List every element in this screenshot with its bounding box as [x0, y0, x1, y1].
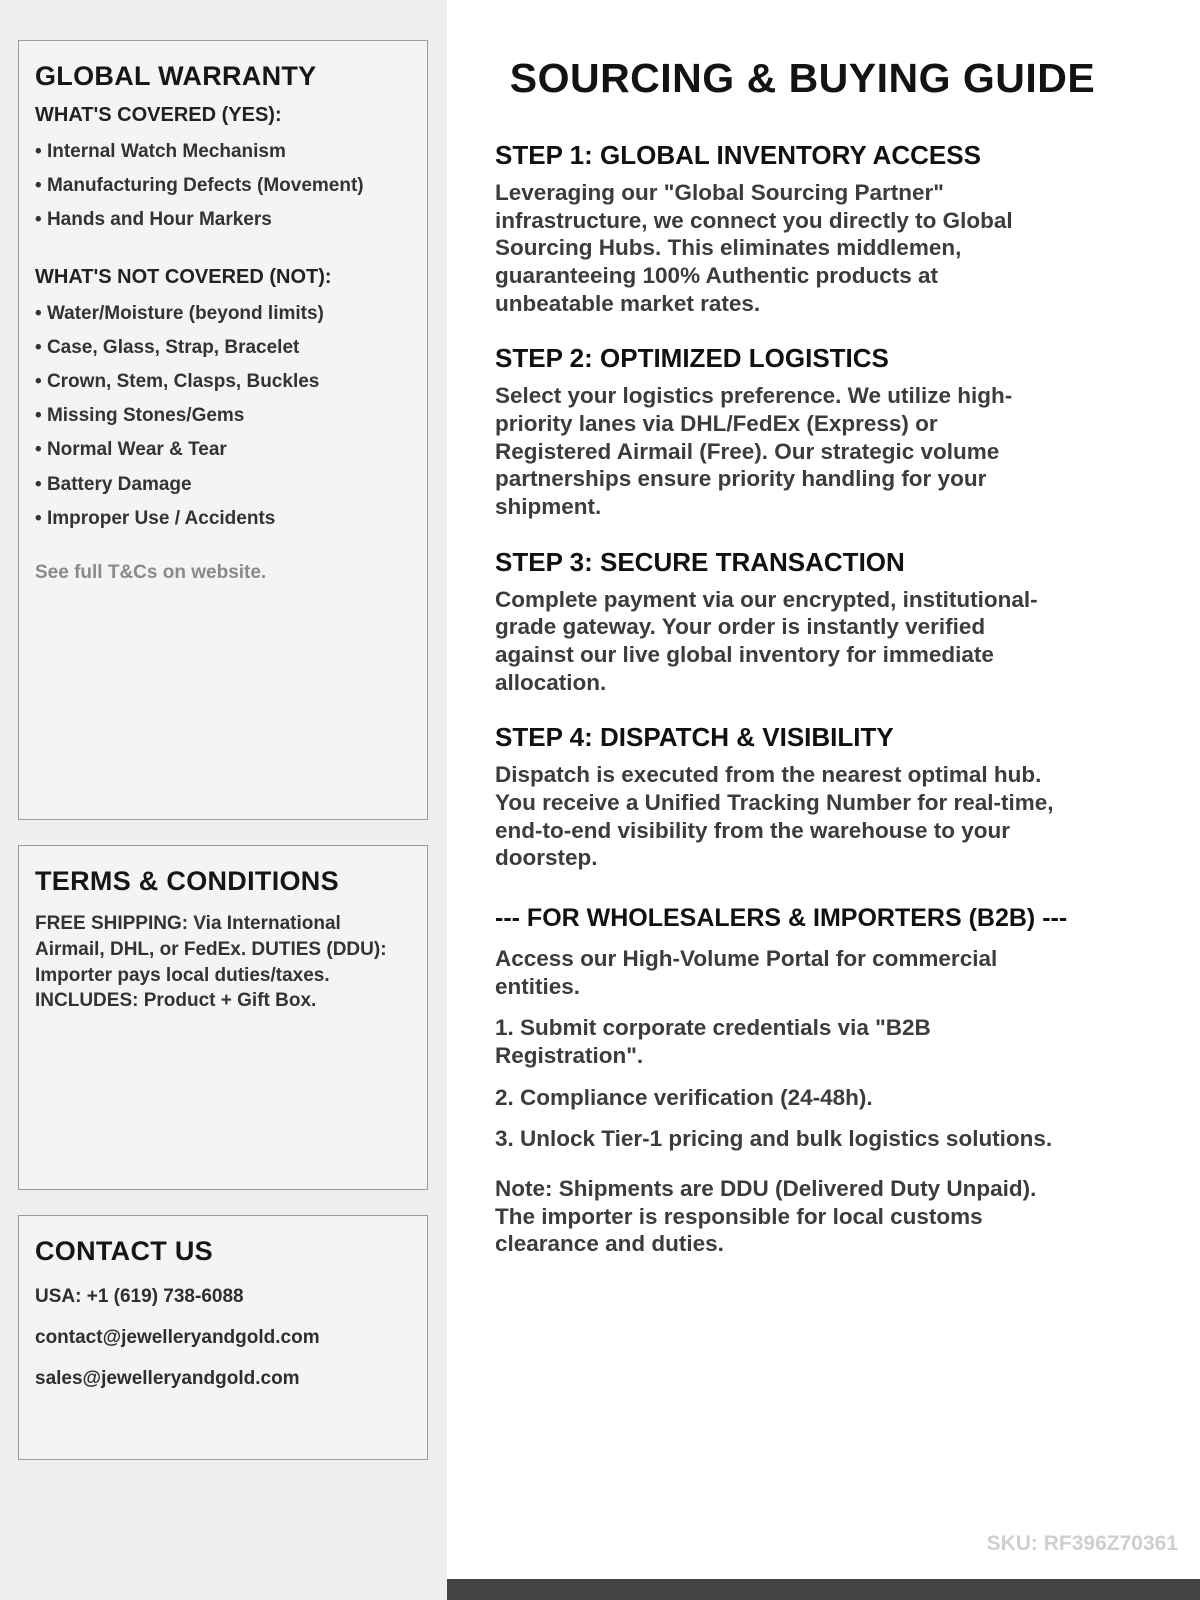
terms-title: TERMS & CONDITIONS	[35, 866, 339, 896]
warranty-footnote: See full T&Cs on website.	[35, 561, 267, 583]
not-covered-list	[35, 297, 411, 536]
contact-panel	[18, 1215, 428, 1460]
step-1-heading: STEP 1: GLOBAL INVENTORY ACCESS	[495, 140, 981, 170]
contact-email-1: contact@jewelleryandgold.com	[35, 1327, 320, 1348]
contact-email-2: sales@jewelleryandgold.com	[35, 1368, 300, 1389]
sku-label: SKU: RF396Z70361	[986, 1532, 1178, 1555]
step-4-body: Dispatch is executed from the nearest optimal hub. You receive a Unified Tracking Number for real-time, end-to-end visibility from the warehouse to your doorstep.	[495, 762, 1054, 871]
step-2-body: Select your logistics preference. We utilize high-priority lanes via DHL/FedEx (Express) or Registered Airmail (Free). Our strategic volume partnerships ensure priority handling for your shipment.	[495, 383, 1013, 520]
b2b-item-2: 2. Compliance verification (24-48h).	[495, 1084, 873, 1110]
list-item: • Case, Glass, Strap, Bracelet	[35, 331, 411, 365]
contact-phone: USA: +1 (619) 738-6088	[35, 1286, 244, 1307]
list-item: • Crown, Stem, Clasps, Buckles	[35, 365, 411, 399]
step-2-heading: STEP 2: OPTIMIZED LOGISTICS	[495, 343, 889, 374]
list-item: • Missing Stones/Gems	[35, 399, 411, 433]
covered-list	[35, 135, 411, 238]
warranty-title: GLOBAL WARRANTY	[35, 61, 317, 91]
b2b-section	[495, 904, 1110, 1258]
list-item: • Battery Damage	[35, 468, 411, 502]
step-4-heading: STEP 4: DISPATCH & VISIBILITY	[495, 722, 894, 753]
b2b-item-3: 3. Unlock Tier-1 pricing and bulk logistics solutions.	[495, 1126, 1053, 1152]
step-3-section	[495, 547, 1110, 697]
b2b-heading: --- FOR WHOLESALERS & IMPORTERS (B2B) ---	[495, 904, 1068, 933]
step-1-body: Leveraging our "Global Sourcing Partner" infrastructure, we connect you directly to Global Sourcing Hubs. This eliminates middlemen, guaranteeing 100% Authentic products at unbeatable market rates.	[495, 180, 1013, 316]
list-item: • Normal Wear & Tear	[35, 433, 411, 467]
step-3-body: Complete payment via our encrypted, institutional-grade gateway. Your order is instantly verified against our live global inventory for immediate allocation.	[495, 586, 1038, 695]
list-item: • Internal Watch Mechanism	[35, 135, 411, 169]
list-item: • Hands and Hour Markers	[35, 203, 411, 237]
step-4-section	[495, 722, 1110, 872]
contact-title: CONTACT US	[35, 1236, 213, 1266]
step-1-section	[495, 140, 1110, 317]
step-3-heading: STEP 3: SECURE TRANSACTION	[495, 546, 905, 577]
b2b-intro: Access our High-Volume Portal for commercial entities.	[495, 946, 998, 999]
step-2-section	[495, 343, 1110, 520]
b2b-note: Note: Shipments are DDU (Delivered Duty Unpaid). The importer is responsible for local customs clearance and duties.	[495, 1176, 1037, 1257]
footer-bar	[447, 1579, 1200, 1600]
terms-body: FREE SHIPPING: Via International Airmail, DHL, or FedEx. DUTIES (DDU): Importer pays local duties/taxes. INCLUDES: Product + Gift Box.	[35, 913, 387, 1012]
warranty-panel	[18, 40, 428, 820]
main-content	[495, 55, 1110, 1272]
page-title: SOURCING & BUYING GUIDE	[509, 55, 1096, 101]
not-covered-heading: WHAT'S NOT COVERED (NOT):	[35, 265, 332, 288]
sidebar	[0, 0, 447, 1600]
b2b-item-1: 1. Submit corporate credentials via "B2B Registration".	[495, 1015, 931, 1069]
list-item: • Water/Moisture (beyond limits)	[35, 297, 411, 331]
terms-panel	[18, 845, 428, 1190]
covered-heading: WHAT'S COVERED (YES):	[35, 104, 282, 126]
list-item: • Improper Use / Accidents	[35, 502, 411, 536]
list-item: • Manufacturing Defects (Movement)	[35, 169, 411, 203]
